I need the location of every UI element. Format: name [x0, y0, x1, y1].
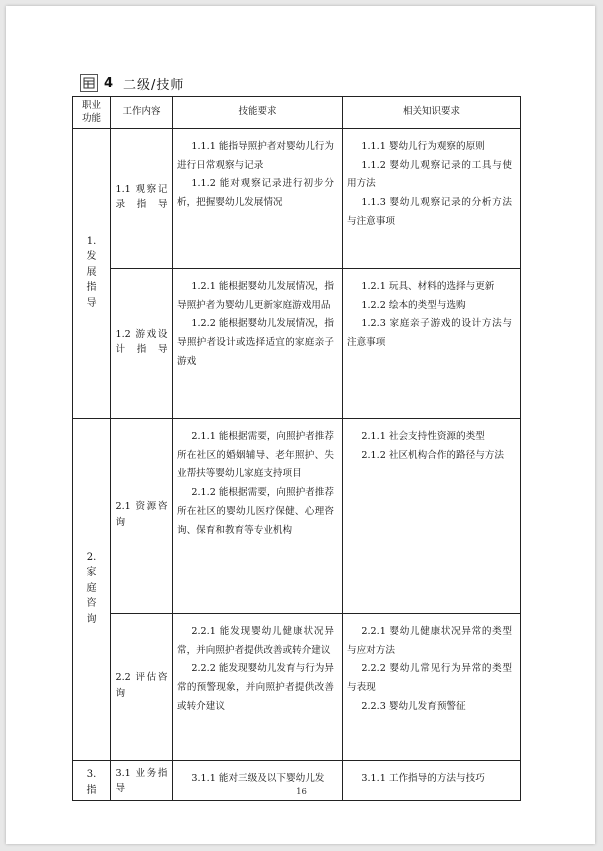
- knowledge-cell-item: 2.1.2 社区机构合作的路径与方法: [361, 449, 504, 461]
- knowledge-cell-item: 1.1.2 婴幼儿观察记录的工具与使用方法: [347, 159, 512, 190]
- function-cell: 1. 发 展 指 导: [73, 129, 111, 419]
- work-content-cell: 3.1 业务指导: [111, 761, 173, 801]
- knowledge-cell-item: 3.1.1 工作指导的方法与技巧: [361, 773, 485, 784]
- skill-cell-item: 2.2.2 能发现婴幼儿发育与行为异常的预警现象，并向照护者提供改善或转介建议: [177, 663, 334, 712]
- knowledge-cell-item: 2.1.1 社会支持性资源的类型: [361, 431, 485, 442]
- skill-cell-item: 1.1.2 能对观察记录进行初步分析，把握婴幼儿发展情况: [177, 178, 334, 209]
- knowledge-cell: [343, 419, 521, 614]
- table-icon: [80, 74, 98, 92]
- work-content-cell: 2.1 资源咨询: [111, 419, 173, 614]
- knowledge-cell-item: 1.2.3 家庭亲子游戏的设计方法与注意事项: [347, 318, 512, 349]
- skill-cell-item: 1.2.1 能根据婴幼儿发展情况，指导照护者为婴幼儿更新家庭游戏用品: [177, 281, 334, 311]
- knowledge-cell: [343, 129, 521, 269]
- skill-cell: [173, 129, 343, 269]
- skill-cell: [173, 269, 343, 419]
- work-content-cell: 1.2 游戏设计指导: [111, 269, 173, 419]
- header-knowledge: 相关知识要求: [343, 97, 521, 129]
- knowledge-cell-item: 1.1.1 婴幼儿行为观察的原则: [361, 141, 485, 152]
- header-function: 职业 功能: [73, 97, 111, 129]
- work-content-cell: 1.1 观察记录指导: [111, 129, 173, 269]
- table-row: [73, 419, 521, 614]
- table-row: [73, 269, 521, 419]
- skill-cell-item: 2.2.1 能发现婴幼儿健康状况异常，并向照护者提供改善或转介建议: [177, 626, 334, 656]
- knowledge-cell-item: 2.2.1 婴幼儿健康状况异常的类型与应对方法: [347, 626, 512, 656]
- knowledge-cell-item: 1.1.3 婴幼儿观察记录的分析方法与注意事项: [347, 197, 512, 227]
- table-row: [73, 129, 521, 269]
- skill-cell-item: 2.1.2 能根据需要，向照护者推荐所在社区的婴幼儿医疗保健、心理咨询、保育和教育等专业机构: [177, 487, 334, 536]
- knowledge-cell-item: 1.2.1 玩具、材料的选择与更新: [361, 281, 495, 292]
- knowledge-cell-item: 1.2.2 绘本的类型与选购: [361, 299, 466, 311]
- section-heading: [80, 72, 184, 94]
- knowledge-cell: [343, 269, 521, 419]
- header-content: 工作内容: [111, 97, 173, 129]
- skill-cell-item: 2.1.1 能根据需要，向照护者推荐所在社区的婚姻辅导、老年照护、失业帮扶等婴幼儿家庭支持项目: [177, 431, 334, 480]
- page-number: 16: [296, 787, 307, 797]
- knowledge-cell-item: 2.2.3 婴幼儿发育预警征: [361, 700, 466, 712]
- section-title: 二级/技师: [123, 77, 185, 93]
- table-header-row: [73, 97, 521, 129]
- skill-cell-item: 1.2.2 能根据婴幼儿发展情况，指导照护者设计或选择适宜的家庭亲子游戏: [177, 318, 334, 367]
- function-cell: 2. 家 庭 咨 询: [73, 419, 111, 761]
- work-content-cell: 2.2 评估咨询: [111, 614, 173, 761]
- requirements-table: [72, 96, 521, 801]
- skill-cell: [173, 419, 343, 614]
- skill-cell-item: 3.1.1 能对三级及以下婴幼儿发: [191, 773, 325, 784]
- table-row: [73, 614, 521, 761]
- section-number: 4: [104, 75, 114, 91]
- skill-cell: [173, 614, 343, 761]
- skill-cell-item: 1.1.1 能指导照护者对婴幼儿行为进行日常观察与记录: [177, 141, 334, 171]
- header-skills: 技能要求: [173, 97, 343, 129]
- function-cell: 3. 指: [73, 761, 111, 801]
- knowledge-cell: [343, 614, 521, 761]
- knowledge-cell-item: 2.2.2 婴幼儿常见行为异常的类型与表现: [347, 663, 512, 694]
